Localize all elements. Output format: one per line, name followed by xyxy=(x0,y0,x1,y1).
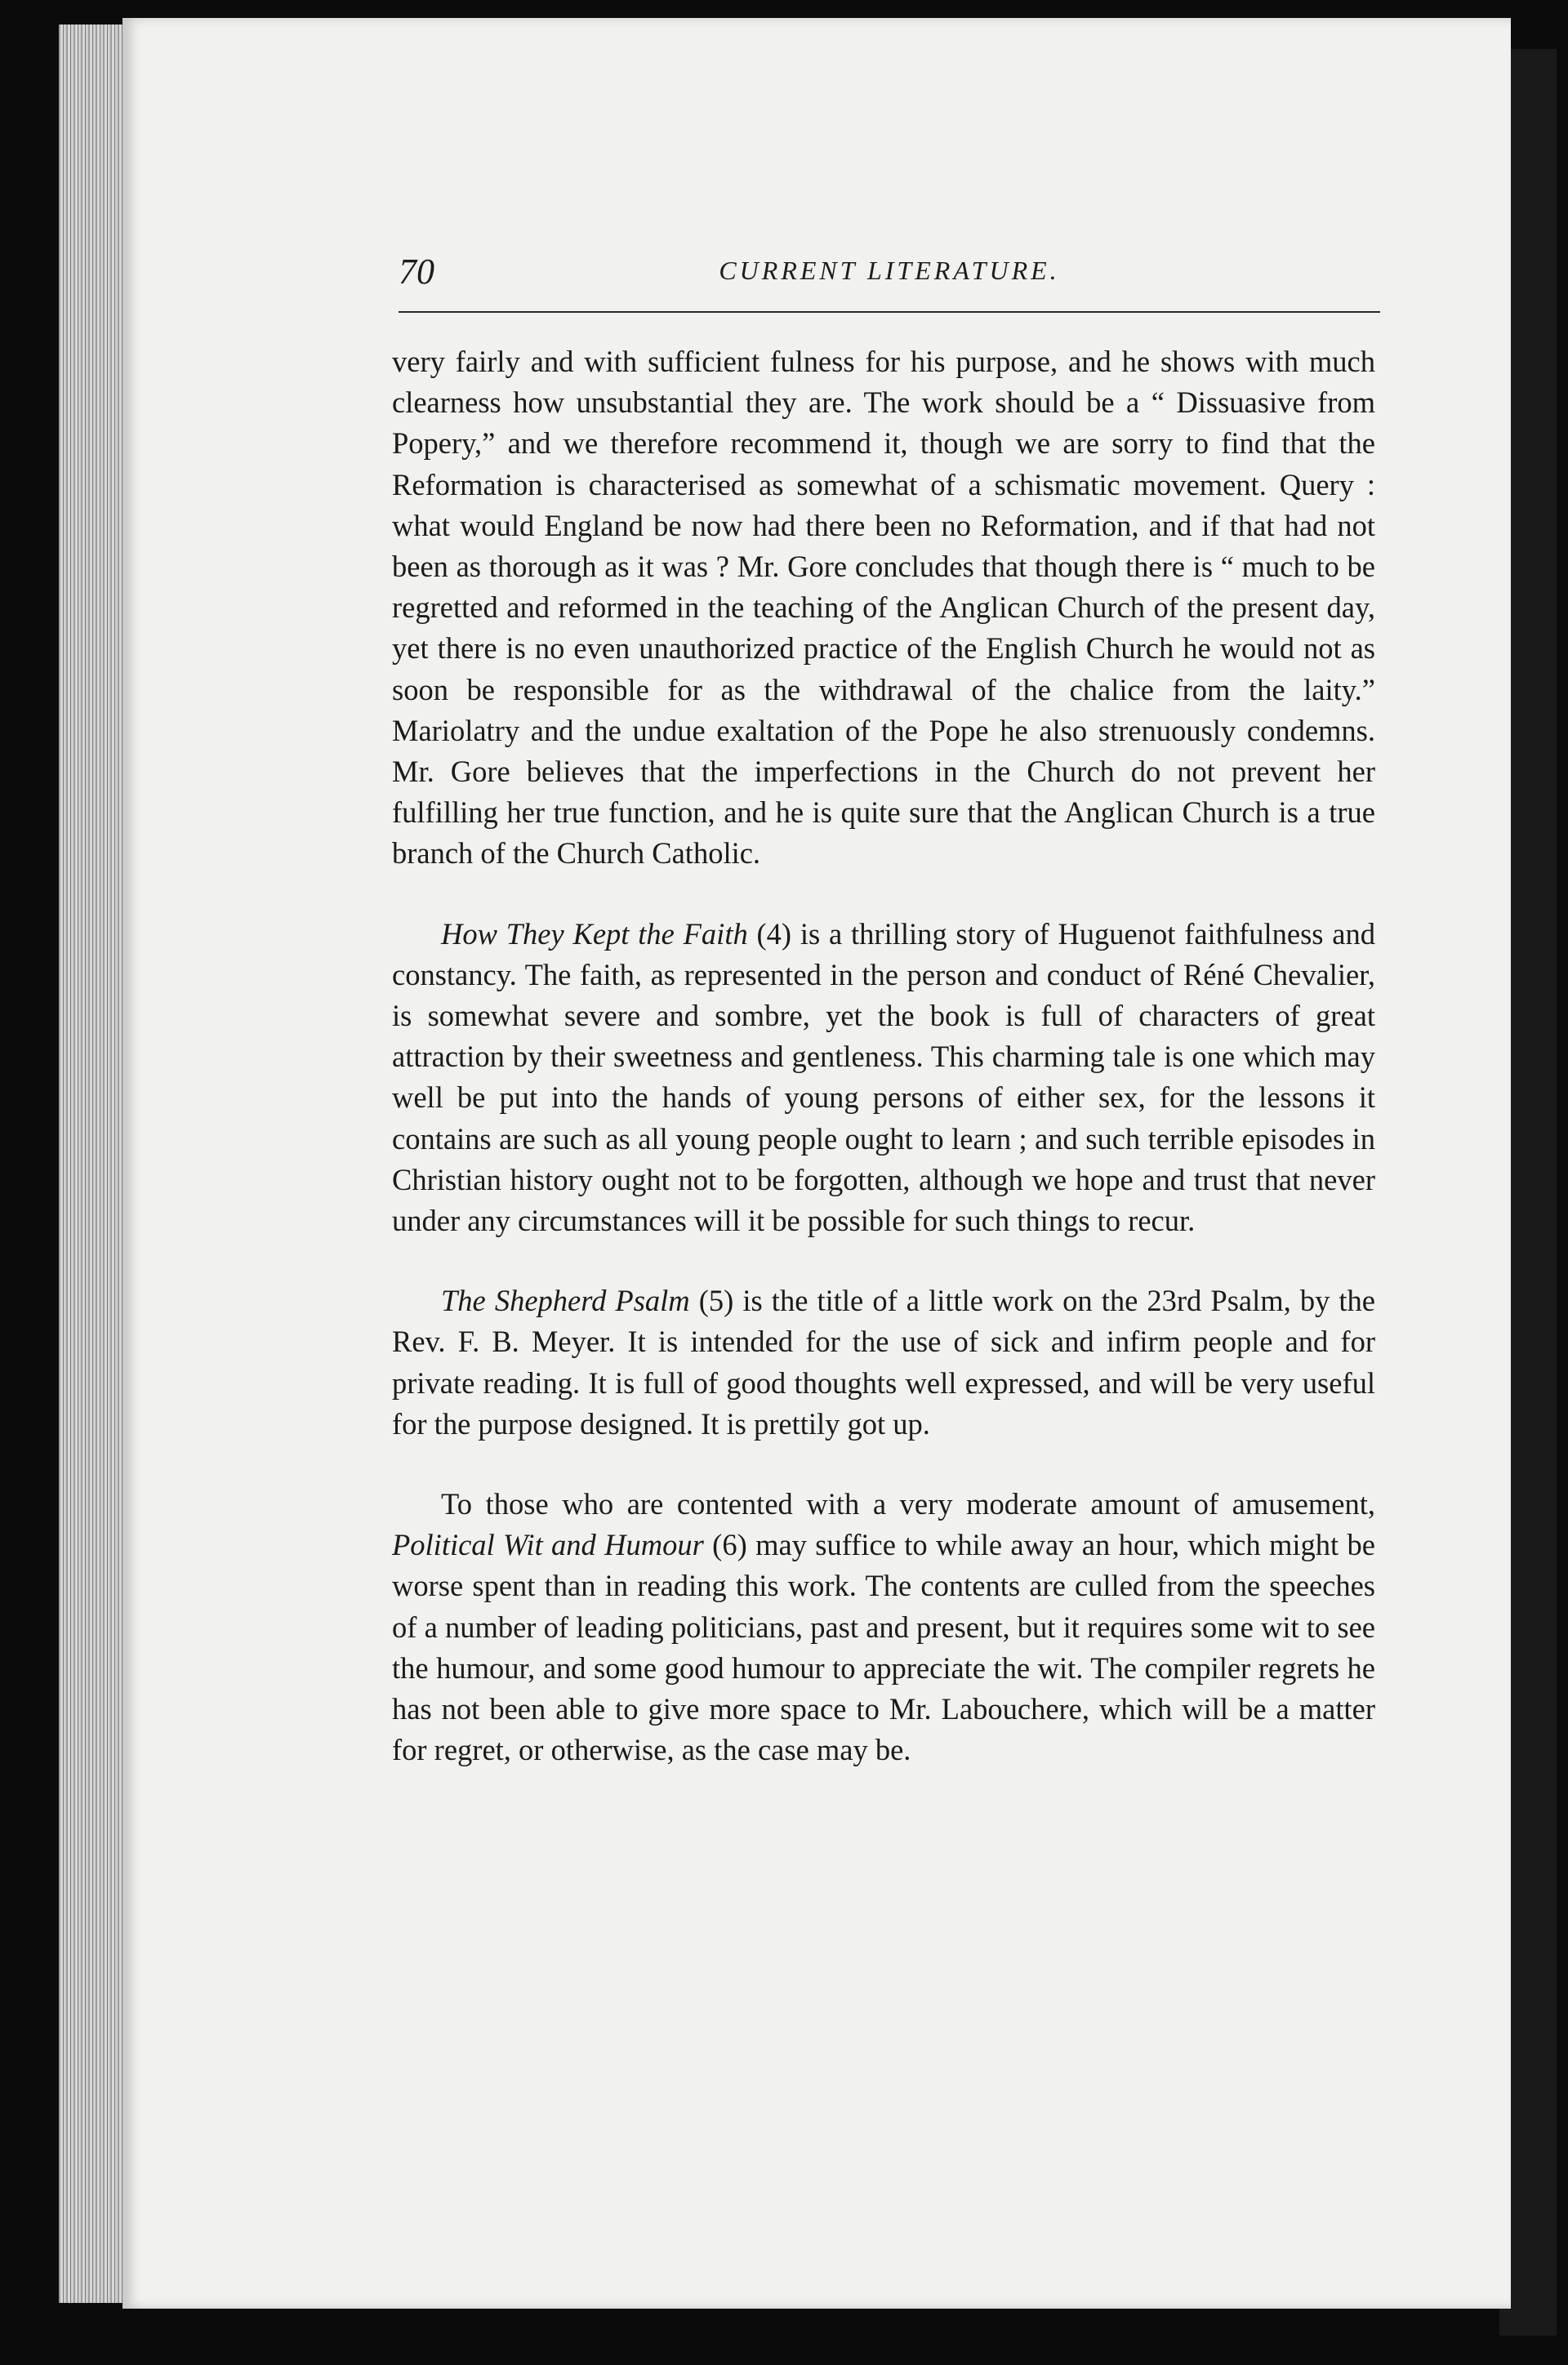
paragraph-2 xyxy=(392,914,1375,1242)
paragraph-4 xyxy=(392,1484,1375,1770)
text-run: To those who are contented with a very moderate amount of amusement, xyxy=(441,1487,1375,1521)
paragraph-1 xyxy=(392,341,1375,875)
running-header xyxy=(399,249,1380,313)
text-run: (4) is a thrilling story of Huguenot faithfulness and constancy. The faith, as represented in the person and conduct of Réné Chevalier, is somewhat severe and sombre, yet the book is full of characters of great attraction by their sweetness and gentleness. This charming tale is one which may well be put into the hands of young persons of either sex, for the lessons it contains are such as all young people ought to learn ; and such terrible episodes in Christian history ought not to be forgotten, although we hope and trust that never under any circumstances will it be possible for such things to recur. xyxy=(392,916,1375,1238)
text-run: (6) may suffice to while away an hour, which might be worse spent than in reading this work. The contents are culled from the speeches of a number of leading politicians, past and present, but it requires some wit to see the humour, and some good humour to appreciate the wit. The compiler regrets he has not been able to give more space to Mr. Labouchere, which will be a matter for regret, or otherwise, as the case may be. xyxy=(392,1528,1375,1767)
text-run: (5) is the title of a little work on the 23rd Psalm, by the Rev. F. B. Meyer. It is intended for the use of sick and infirm people and for private reading. It is full of good thoughts well expressed, and will be very useful for the purpose designed. It is prettily got up. xyxy=(392,1284,1375,1441)
book-title: The Shepherd Psalm xyxy=(441,1284,690,1318)
header-rule xyxy=(399,311,1380,313)
book-title: How They Kept the Faith xyxy=(441,916,748,951)
text-run: very fairly and with sufficient fulness for his purpose, and he shows with much clearness how unsubstantial they are. The work should be a “ Dissuasive from Popery,” and we therefore recommend it, though we are sorry to find that the Reformation is characterised as somewhat of a schismatic movement. Query : what would England be now had there been no Reformation, and if that had not been as thorough as it was ? Mr. Gore concludes that though there is “ much to be regretted and reformed in the teaching of the Anglican Church of the present day, yet there is no even unauthorized practice of the English Church he would not as soon be responsible for as the withdrawal of the chalice from the laity.” Mariolatry and the undue exaltation of the Pope he also strenuously condemns. Mr. Gore believes that the imperfections in the Church do not prevent her fulfilling her true function, and he is quite sure that the Anglican Church is a true branch of the Church Catholic. xyxy=(392,345,1375,871)
paragraph-3 xyxy=(392,1280,1375,1445)
body-text xyxy=(392,341,1375,1810)
book-title: Political Wit and Humour xyxy=(392,1528,704,1562)
page-number: 70 xyxy=(399,252,434,292)
running-title: CURRENT LITERATURE. xyxy=(719,256,1060,285)
